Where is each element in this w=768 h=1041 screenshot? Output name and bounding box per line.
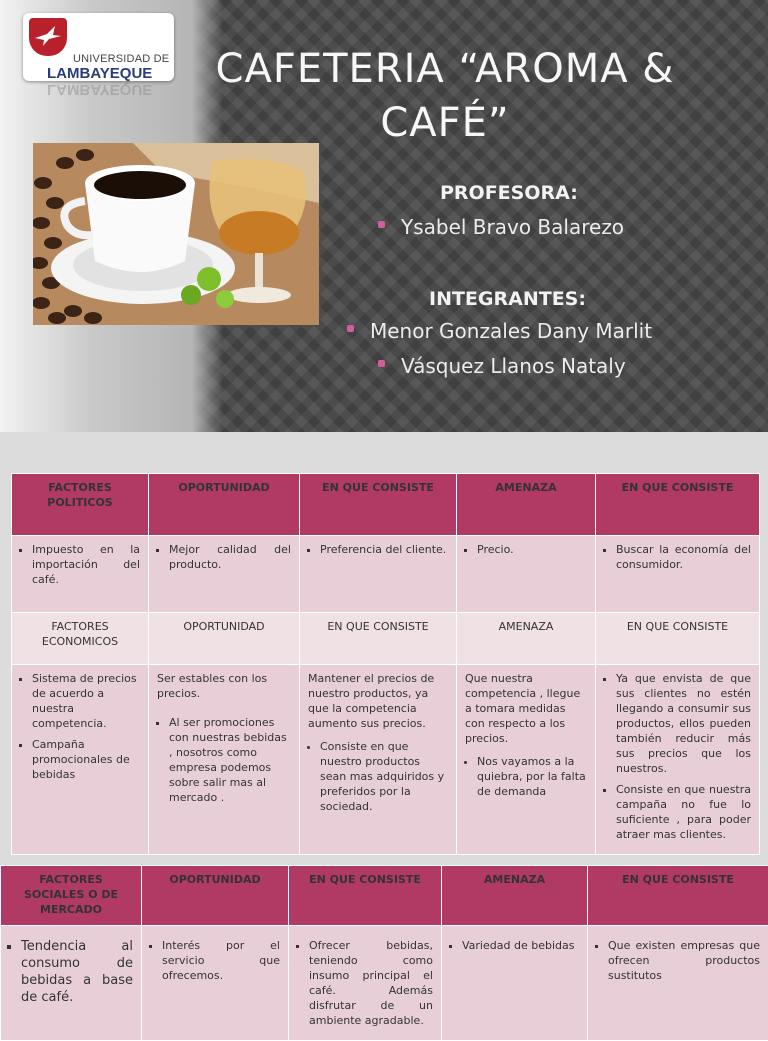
table-cell bbox=[596, 665, 760, 855]
header-cell: AMENAZA bbox=[442, 866, 588, 926]
cell-item: ▪ Impuesto en la importación del café. bbox=[32, 542, 140, 587]
member-name: Menor Gonzales Dany Marlit bbox=[370, 319, 652, 343]
cell-item: ▪ Buscar la economía del consumidor. bbox=[616, 542, 751, 572]
cell-item: ▪ Consiste en que nuestra campaña no fue lo suficiente , para poder atraer mas clientes. bbox=[616, 782, 751, 842]
title-slide bbox=[0, 0, 768, 432]
table-social-factors bbox=[0, 865, 768, 1041]
table-political-factors bbox=[11, 473, 760, 855]
cell-item: • Consiste en que nuestro productos sean mas adquiridos y preferidos por la sociedad. bbox=[320, 739, 448, 814]
header-cell: EN QUE CONSISTE bbox=[588, 866, 768, 926]
cell-item: ▪ Variedad de bebidas bbox=[462, 938, 579, 953]
header-cell: AMENAZA bbox=[457, 613, 596, 665]
header-cell: FACTORES ECONOMICOS bbox=[12, 613, 149, 665]
header-cell: OPORTUNIDAD bbox=[149, 613, 300, 665]
header-cell: EN QUE CONSISTE bbox=[596, 613, 760, 665]
cell-text: Mantener el precios de nuestro productos, ya que la competencia aumento sus precios. bbox=[308, 671, 448, 731]
table-cell bbox=[457, 536, 596, 613]
coffee-illustration bbox=[33, 143, 319, 325]
table-cell bbox=[300, 536, 457, 613]
table-cell bbox=[289, 926, 442, 1041]
header-cell: EN QUE CONSISTE bbox=[596, 474, 760, 536]
table-cell bbox=[12, 665, 149, 855]
cell-item: ▪ Interés por el servicio que ofrecemos. bbox=[162, 938, 280, 983]
slide-title bbox=[190, 42, 700, 150]
member-item bbox=[378, 354, 626, 378]
table-header-row bbox=[1, 866, 768, 926]
profesora-name bbox=[378, 215, 624, 239]
table-cell bbox=[457, 665, 596, 855]
cell-item: • Nos vayamos a la quiebra, por la falta de demanda bbox=[477, 754, 587, 799]
header-cell: FACTORES POLITICOS bbox=[12, 474, 149, 536]
cell-item: ▪ Preferencia del cliente. bbox=[320, 542, 448, 557]
cell-item: ▪ Campaña promocionales de bebidas bbox=[32, 737, 140, 782]
table-row bbox=[12, 536, 760, 613]
logo-text-line2: LAMBAYEQUE bbox=[47, 65, 152, 82]
table-cell bbox=[149, 536, 300, 613]
bullet-icon bbox=[378, 221, 385, 228]
header-cell: EN QUE CONSISTE bbox=[300, 613, 457, 665]
table-cell bbox=[1, 926, 142, 1041]
table-row bbox=[12, 665, 760, 855]
table-cell bbox=[12, 536, 149, 613]
header-cell: EN QUE CONSISTE bbox=[289, 866, 442, 926]
profesora-name-text: Ysabel Bravo Balarezo bbox=[401, 215, 624, 239]
cell-text: Ser estables con los precios. bbox=[157, 671, 291, 701]
table-cell bbox=[442, 926, 588, 1041]
cell-item: ▪ Ya que envista de que sus clientes no estén llegando a consumir sus productos, ellos pueden también reducir más sus precios que los nuestros. bbox=[616, 671, 751, 776]
header-cell: OPORTUNIDAD bbox=[142, 866, 289, 926]
title-line-1: CAFETERIA “AROMA & bbox=[190, 42, 700, 96]
table-subheader-row bbox=[12, 613, 760, 665]
cell-item: ▪ Tendencia al consumo de bebidas a base de café. bbox=[21, 938, 133, 1006]
cell-item: ▪ Mejor calidad del producto. bbox=[169, 542, 291, 572]
member-item bbox=[347, 319, 652, 343]
table-cell bbox=[596, 536, 760, 613]
cell-item: ▪ Ofrecer bebidas, teniendo como insumo principal el café. Además disfrutar de un ambiente agradable. bbox=[309, 938, 433, 1028]
table-cell bbox=[300, 665, 457, 855]
university-logo bbox=[23, 13, 174, 81]
profesora-heading: PROFESORA: bbox=[440, 182, 578, 204]
header-cell: FACTORES SOCIALES O DE MERCADO bbox=[1, 866, 142, 926]
logo-text-line1: UNIVERSIDAD DE bbox=[73, 53, 169, 65]
member-name: Vásquez Llanos Nataly bbox=[401, 354, 626, 378]
bullet-icon bbox=[347, 325, 354, 332]
table-cell bbox=[142, 926, 289, 1041]
header-cell: OPORTUNIDAD bbox=[149, 474, 300, 536]
header-cell: EN QUE CONSISTE bbox=[300, 474, 457, 536]
cell-text: Que nuestra competencia , llegue a tomara medidas con respecto a los precios. bbox=[465, 671, 587, 746]
table-cell bbox=[149, 665, 300, 855]
bullet-icon bbox=[378, 360, 385, 367]
integrantes-heading: INTEGRANTES: bbox=[429, 288, 586, 310]
cell-item: ▪ Precio. bbox=[477, 542, 587, 557]
title-line-2: CAFÉ” bbox=[190, 96, 700, 150]
bird-emblem-icon bbox=[29, 18, 67, 56]
table-header-row bbox=[12, 474, 760, 536]
table-cell bbox=[588, 926, 768, 1041]
table-row bbox=[1, 926, 768, 1041]
coffee-photo bbox=[33, 143, 319, 325]
header-cell: AMENAZA bbox=[457, 474, 596, 536]
logo-reflection: LAMBAYEQUE bbox=[47, 81, 152, 98]
cell-item: ▪ Que existen empresas que ofrecen productos sustitutos bbox=[608, 938, 760, 983]
cell-item: ▪ Al ser promociones con nuestras bebidas , nosotros como empresa podemos sobre salir mas al mercado . bbox=[169, 715, 291, 805]
cell-item: ▪ Sistema de precios de acuerdo a nuestra competencia. bbox=[32, 671, 140, 731]
